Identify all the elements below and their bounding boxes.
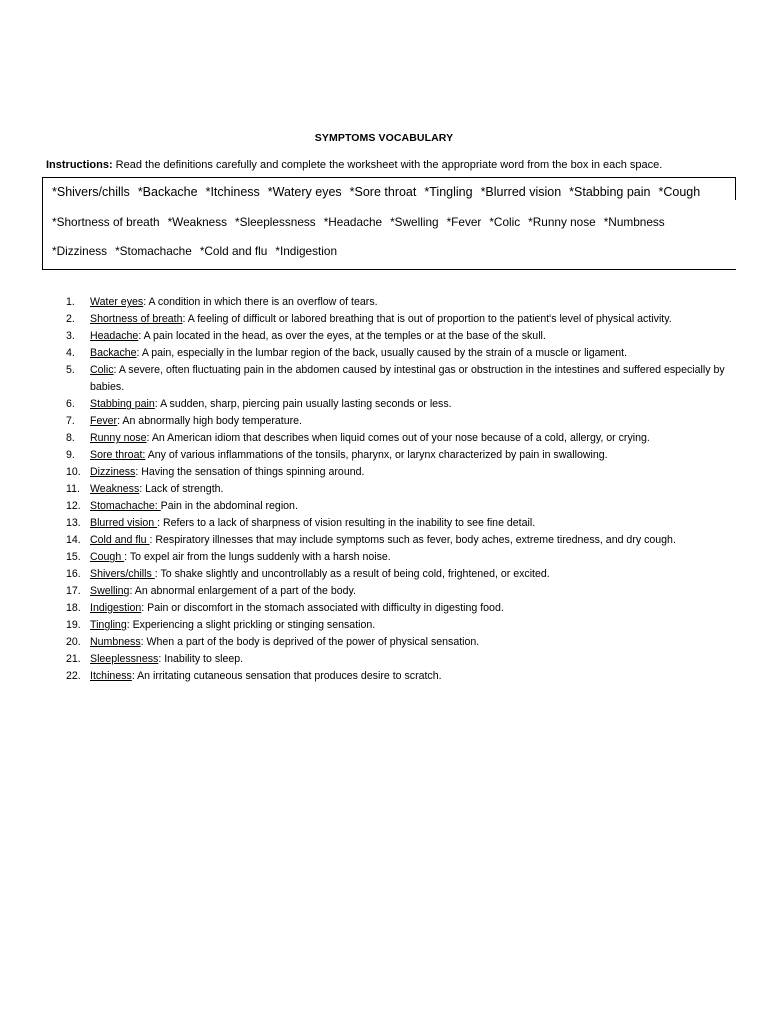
- word-box-item: *Cold and flu: [199, 244, 268, 258]
- definition-number: 15.: [66, 551, 81, 563]
- definition-item: [66, 430, 726, 447]
- definition-text: : A feeling of difficult or labored breathing that is out of proportion to the patient's level of physical activity.: [182, 313, 672, 325]
- definition-number: 17.: [66, 585, 81, 597]
- word-box-item: *Watery eyes: [267, 185, 342, 199]
- definition-body: [90, 532, 726, 549]
- definition-text: Pain in the abdominal region.: [160, 500, 298, 512]
- word-box-line-3: [52, 244, 345, 258]
- word-box-item: *Dizziness: [52, 244, 108, 258]
- definition-body: [90, 294, 726, 311]
- definition-item: [66, 549, 726, 566]
- definition-term: Swelling: [90, 585, 130, 597]
- word-box-item: *Cough: [658, 185, 701, 199]
- definition-item: [66, 464, 726, 481]
- definition-number: 8.: [66, 432, 75, 444]
- definition-number: 3.: [66, 330, 75, 342]
- instructions-text: Read the definitions carefully and complete the worksheet with the appropriate word from the box in each space.: [112, 159, 663, 171]
- definition-number: 13.: [66, 517, 81, 529]
- definition-body: [90, 430, 726, 447]
- definition-item: [66, 447, 726, 464]
- definition-text: : Having the sensation of things spinning around.: [135, 466, 365, 478]
- definition-number: 19.: [66, 619, 81, 631]
- definition-text: : Lack of strength.: [139, 483, 224, 495]
- definition-text: Any of various inflammations of the tonsils, pharynx, or larynx characterized by pain in swallowing.: [145, 449, 608, 461]
- definition-body: [90, 515, 726, 532]
- definition-number: 7.: [66, 415, 75, 427]
- definition-number: 21.: [66, 653, 81, 665]
- word-box-item: *Shortness of breath: [52, 215, 160, 229]
- definition-number: 18.: [66, 602, 81, 614]
- word-box-line-1: [52, 185, 708, 199]
- definition-item: [66, 583, 726, 600]
- instructions: [46, 159, 746, 171]
- definition-term: Stabbing pain: [90, 398, 155, 410]
- definition-body: [90, 396, 726, 413]
- definition-body: [90, 464, 726, 481]
- definition-item: [66, 566, 726, 583]
- definition-text: : Inability to sleep.: [158, 653, 244, 665]
- definition-body: [90, 617, 726, 634]
- word-box-item: *Sleeplessness: [235, 215, 316, 229]
- definition-text: : A severe, often fluctuating pain in the abdomen caused by intestinal gas or obstruction in the intestines and suffered especially by babies.: [90, 364, 725, 393]
- definition-item: [66, 413, 726, 430]
- word-box-line-2: [52, 215, 673, 229]
- word-box-item: *Runny nose: [528, 215, 596, 229]
- definition-number: 11.: [66, 483, 80, 495]
- definition-item: [66, 396, 726, 413]
- definition-body: [90, 651, 726, 668]
- definition-text: : An American idiom that describes when liquid comes out of your nose because of a cold, allergy, or crying.: [146, 432, 650, 444]
- definition-term: Shivers/chills: [90, 568, 155, 580]
- definition-item: [66, 651, 726, 668]
- definition-number: 14.: [66, 534, 81, 546]
- definition-item: [66, 311, 726, 328]
- word-box-item: *Indigestion: [275, 244, 338, 258]
- word-box-item: *Sore throat: [349, 185, 417, 199]
- definition-text: : To shake slightly and uncontrollably as a result of being cold, frightened, or excited.: [154, 568, 550, 580]
- definition-body: [90, 634, 726, 651]
- definition-term: Numbness: [90, 636, 141, 648]
- word-box-item: *Blurred vision: [480, 185, 562, 199]
- definition-term: Fever: [90, 415, 118, 427]
- word-box-item: *Shivers/chills: [52, 185, 130, 199]
- definition-item: [66, 515, 726, 532]
- definition-item: [66, 600, 726, 617]
- definition-number: 10.: [66, 466, 81, 478]
- definition-term: Dizziness: [90, 466, 136, 478]
- definition-body: [90, 668, 726, 685]
- definition-term: Indigestion: [90, 602, 142, 614]
- definition-text: : An abnormally high body temperature.: [117, 415, 303, 427]
- word-box-item: *Stomachache: [115, 244, 192, 258]
- definition-item: [66, 634, 726, 651]
- definition-body: [90, 413, 726, 430]
- word-box-item: *Fever: [446, 215, 482, 229]
- definition-body: [90, 481, 726, 498]
- definition-number: 2.: [66, 313, 75, 325]
- word-box-item: *Headache: [323, 215, 383, 229]
- definition-text: : An irritating cutaneous sensation that produces desire to scratch.: [131, 670, 442, 682]
- definition-number: 9.: [66, 449, 75, 461]
- definition-item: [66, 532, 726, 549]
- definition-text: : Experiencing a slight prickling or stinging sensation.: [126, 619, 376, 631]
- definition-body: [90, 566, 726, 583]
- definition-term: Sore throat:: [90, 449, 146, 461]
- definition-text: : To expel air from the lungs suddenly with a harsh noise.: [124, 551, 391, 563]
- definition-item: [66, 345, 726, 362]
- definition-term: Shortness of breath: [90, 313, 183, 325]
- definition-term: Blurred vision: [90, 517, 158, 529]
- definition-body: [90, 345, 726, 362]
- definition-item: [66, 617, 726, 634]
- definition-number: 1.: [66, 296, 75, 308]
- definitions-list: [66, 294, 726, 685]
- definition-item: [66, 328, 726, 345]
- definition-text: : A pain located in the head, as over the eyes, at the temples or at the base of the skull.: [138, 330, 546, 342]
- definition-text: : Pain or discomfort in the stomach associated with difficulty in digesting food.: [141, 602, 504, 614]
- definition-body: [90, 600, 726, 617]
- definition-item: [66, 294, 726, 311]
- definition-term: Water eyes: [90, 296, 144, 308]
- definition-number: 5.: [66, 364, 75, 376]
- definition-term: Weakness: [90, 483, 140, 495]
- definition-term: Backache: [90, 347, 137, 359]
- word-box-item: *Backache: [137, 185, 198, 199]
- definition-number: 22.: [66, 670, 81, 682]
- definition-item: [66, 498, 726, 515]
- definition-term: Stomachache:: [90, 500, 161, 512]
- definition-text: : An abnormal enlargement of a part of the body.: [129, 585, 356, 597]
- word-box-item: *Swelling: [390, 215, 439, 229]
- word-box-item: *Numbness: [603, 215, 665, 229]
- instructions-label: Instructions:: [46, 159, 113, 171]
- definition-number: 16.: [66, 568, 81, 580]
- definition-body: [90, 311, 726, 328]
- definition-item: [66, 481, 726, 498]
- definition-body: [90, 447, 726, 464]
- definition-number: 12.: [66, 500, 81, 512]
- definition-body: [90, 583, 726, 600]
- definition-term: Itchiness: [90, 670, 132, 682]
- word-box-item: *Tingling: [424, 185, 473, 199]
- definition-term: Tingling: [90, 619, 127, 631]
- definition-text: : When a part of the body is deprived of the power of physical sensation.: [140, 636, 480, 648]
- definition-text: : Respiratory illnesses that may include symptoms such as fever, body aches, extreme tiredness, and dry cough.: [149, 534, 676, 546]
- definition-text: : Refers to a lack of sharpness of vision resulting in the inability to see fine detail.: [157, 517, 536, 529]
- definition-body: [90, 549, 726, 566]
- definition-item: [66, 668, 726, 685]
- definition-body: [90, 362, 726, 396]
- definition-term: Cough: [90, 551, 125, 563]
- definition-number: 20.: [66, 636, 81, 648]
- definition-body: [90, 328, 726, 345]
- word-box: [42, 177, 736, 270]
- definition-text: : A pain, especially in the lumbar region of the back, usually caused by the strain of a muscle or ligament.: [136, 347, 628, 359]
- word-box-item: *Itchiness: [205, 185, 260, 199]
- word-box-item: *Weakness: [167, 215, 228, 229]
- definition-text: : A condition in which there is an overflow of tears.: [143, 296, 378, 308]
- definition-body: [90, 498, 726, 515]
- definition-term: Colic: [90, 364, 114, 376]
- word-box-item: *Stabbing pain: [569, 185, 651, 199]
- definition-term: Cold and flu: [90, 534, 150, 546]
- definition-number: 6.: [66, 398, 75, 410]
- definition-text: : A sudden, sharp, piercing pain usually lasting seconds or less.: [154, 398, 452, 410]
- page-title: SYMPTOMS VOCABULARY: [314, 132, 454, 144]
- definition-number: 4.: [66, 347, 75, 359]
- definition-term: Runny nose: [90, 432, 147, 444]
- word-box-item: *Colic: [489, 215, 521, 229]
- definition-term: Sleeplessness: [90, 653, 159, 665]
- definition-item: [66, 362, 726, 396]
- definition-term: Headache: [90, 330, 139, 342]
